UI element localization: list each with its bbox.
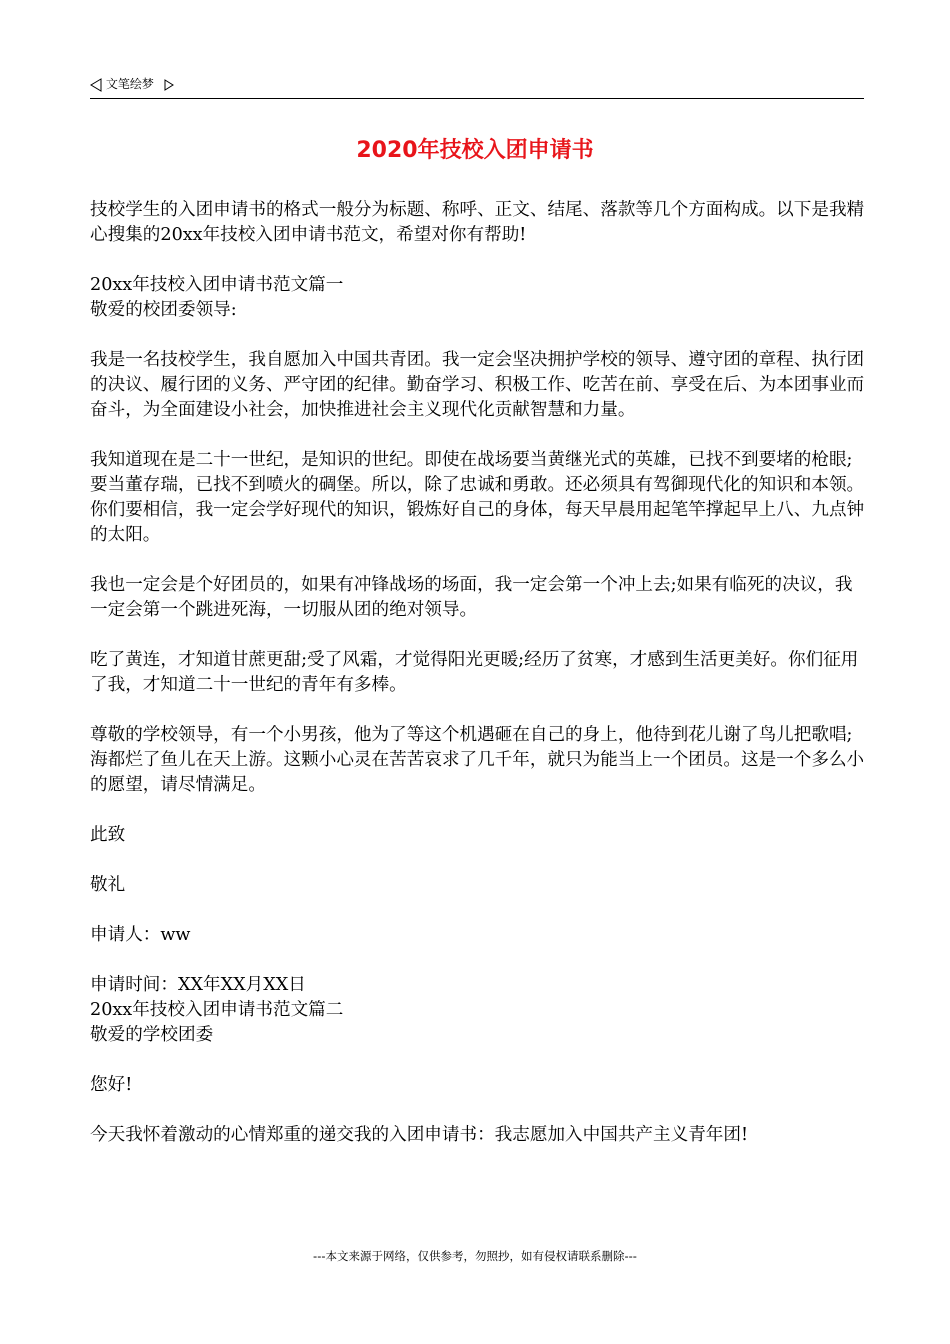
triangle-right-icon <box>164 79 174 91</box>
closing-line: 此致 <box>90 825 126 845</box>
page-header <box>90 72 864 99</box>
paragraph: 今天我怀着激动的心情郑重的递交我的入团申请书：我志愿加入中国共产主义青年团! <box>90 1125 749 1145</box>
paragraph: 我知道现在是二十一世纪，是知识的世纪。即使在战场要当黄继光式的英雄，已找不到要堵的枪眼;要当董存瑞，已找不到喷火的碉堡。所以，除了忠诚和勇敢。还必须具有驾御现代化的知识和本领。你们要相信，我一定会学好现代的知识，锻炼好自己的身体，每天早晨用起笔竿撑起早上八、九点钟的太阳。 <box>90 450 865 545</box>
paragraph: 吃了黄连，才知道甘蔗更甜;受了风霜，才觉得阳光更暖;经历了贫寒，才感到生活更美好。你们征用了我，才知道二十一世纪的青年有多棒。 <box>90 650 859 695</box>
applicant-line: 申请人：ww <box>90 925 191 945</box>
document-body <box>90 198 865 1148</box>
brand-label: 文笔绘梦 <box>105 77 154 91</box>
section-heading-2: 20xx年技校入团申请书范文篇二 <box>90 1000 344 1020</box>
paragraph: 尊敬的学校领导，有一个小男孩，他为了等这个机遇砸在自己的身上，他待到花儿谢了鸟儿把歌唱;海都烂了鱼儿在天上游。这颗小心灵在苦苦哀求了几千年，就只为能当上一个团员。这是一个多么小的愿望，请尽情满足。 <box>90 725 865 795</box>
salutation-1: 敬爱的校团委领导: <box>90 300 237 320</box>
closing-regards: 敬礼 <box>90 875 126 895</box>
paragraph-intro: 技校学生的入团申请书的格式一般分为标题、称呼、正文、结尾、落款等几个方面构成。以下是我精心搜集的20xx年技校入团申请书范文，希望对你有帮助! <box>90 200 865 245</box>
page-footer: ---本文来源于网络，仅供参考，勿照抄，如有侵权请联系删除--- <box>313 1249 637 1263</box>
triangle-left-icon <box>90 78 102 92</box>
brand <box>90 76 174 92</box>
greeting: 您好! <box>90 1075 133 1095</box>
paragraph: 我是一名技校学生，我自愿加入中国共青团。我一定会坚决拥护学校的领导、遵守团的章程、执行团的决议、履行团的义务、严守团的纪律。勤奋学习、积极工作、吃苦在前、享受在后、为本团事业而奋斗，为全面建设小社会，加快推进社会主义现代化贡献智慧和力量。 <box>90 350 865 420</box>
date-line: 申请时间：XX年XX月XX日 <box>90 975 306 995</box>
document-title: 2020年技校入团申请书 <box>356 138 594 163</box>
section-heading-1: 20xx年技校入团申请书范文篇一 <box>90 275 344 295</box>
paragraph: 我也一定会是个好团员的，如果有冲锋战场的场面，我一定会第一个冲上去;如果有临死的决议，我一定会第一个跳进死海，一切服从团的绝对领导。 <box>90 575 853 620</box>
salutation-2: 敬爱的学校团委 <box>90 1025 214 1045</box>
